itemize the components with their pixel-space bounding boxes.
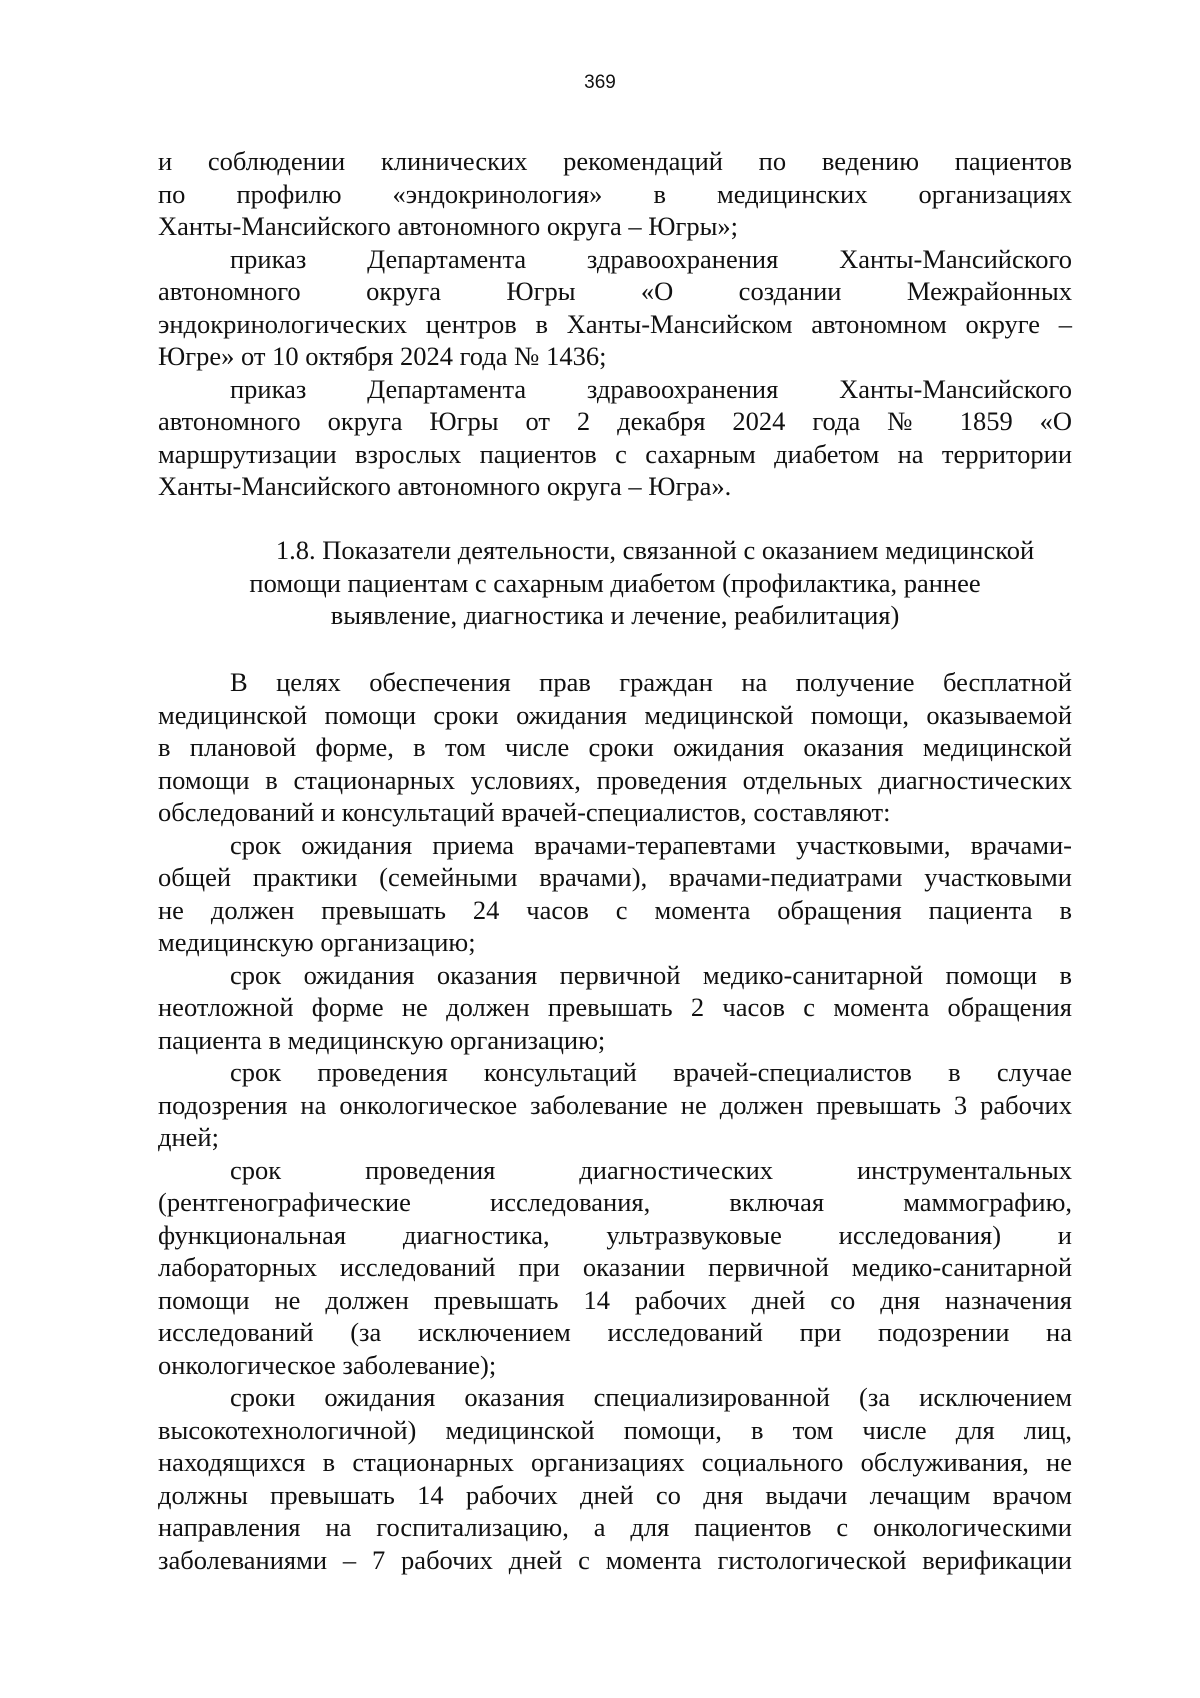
para-diagnostics-line: исследований (за исключением исследований при подозрении на [158,1317,1072,1347]
section-heading-line: помощи пациентам с сахарным диабетом (профилактика, раннее [249,567,981,598]
para-specialized-line: высокотехнологичной) медицинской помощи, в том числе для лиц, [158,1414,1072,1445]
para-therapists-line: срок ожидания приема врачами-терапевтами участковыми, врачами- [230,829,1072,860]
order-1-line: приказ Департамента здравоохранения Ханты-Мансийского [230,243,1072,274]
order-1-line: эндокринологических центров в Ханты-Мансийском автономном округе – [158,308,1072,339]
para-oncology-consult-line: подозрения на онкологическое заболевание не должен превышать 3 рабочих [158,1089,1072,1120]
para-urgent-line: срок ожидания оказания первичной медико-санитарной помощи в [230,959,1072,990]
para-intro-line: помощи в стационарных условиях, проведения отдельных диагностических [158,764,1072,795]
section-heading-line: выявление, диагностика и лечение, реабилитация) [330,600,900,630]
para-diagnostics-line: помощи не должен превышать 14 рабочих дней со дня назначения [158,1284,1072,1315]
section-heading-line: 1.8. Показатели деятельности, связанной с оказанием медицинской [275,535,1035,565]
page-number: 369 [584,72,616,93]
para-diagnostics-line: срок проведения диагностических инструментальных [230,1154,1072,1185]
legal-references [158,145,1072,503]
para-therapists-line: не должен превышать 24 часов с момента обращения пациента в [158,894,1072,925]
para-diagnostics-line: онкологическое заболевание); [158,1349,497,1380]
intro-line: и соблюдении клинических рекомендаций по ведению пациентов [158,146,1072,176]
intro-line: по профилю «эндокринология» в медицинских организациях [158,178,1072,209]
order-1-line: автономного округа Югры «О создании Межрайонных [158,276,1072,306]
para-therapists-line: медицинскую организацию; [158,927,476,957]
order-2-line: маршрутизации взрослых пациентов с сахарным диабетом на территории [158,438,1072,469]
para-urgent-line: пациента в медицинскую организацию; [158,1024,606,1055]
para-diagnostics-line: лабораторных исследований при оказании первичной медико-санитарной [158,1252,1072,1282]
order-2-line: Ханты-Мансийского автономного округа – Югра». [158,471,732,501]
para-intro-line: медицинской помощи сроки ожидания медицинской помощи, оказываемой [158,699,1072,730]
para-specialized-line: сроки ожидания оказания специализированной (за исключением [230,1382,1072,1412]
order-2-line: приказ Департамента здравоохранения Ханты-Мансийского [230,373,1072,404]
para-intro-line: в плановой форме, в том числе сроки ожидания оказания медицинской [158,732,1072,762]
para-intro-line: обследований и консультаций врачей-специалистов, составляют: [158,797,891,827]
section-body [158,666,1072,1576]
para-diagnostics-line: (рентгенографические исследования, включая маммографию, [158,1187,1072,1217]
para-therapists-line: общей практики (семейными врачами), врачами-педиатрами участковыми [158,862,1072,892]
para-oncology-consult-line: срок проведения консультаций врачей-специалистов в случае [230,1057,1072,1087]
section-heading [158,534,1072,632]
para-urgent-line: неотложной форме не должен превышать 2 часов с момента обращения [158,992,1072,1022]
order-2-line: автономного округа Югры от 2 декабря 2024 года № 1859 «О [158,406,1072,436]
order-1-line: Югре» от 10 октября 2024 года № 1436; [158,341,607,371]
para-specialized-line: направления на госпитализацию, а для пациентов с онкологическими [158,1512,1072,1542]
para-intro-line: В целях обеспечения прав граждан на получение бесплатной [230,667,1072,697]
para-oncology-consult-line: дней; [158,1122,219,1152]
para-diagnostics-line: функциональная диагностика, ультразвуковые исследования) и [158,1219,1072,1250]
para-specialized-line: находящихся в стационарных организациях социального обслуживания, не [158,1447,1072,1477]
intro-line: Ханты-Мансийского автономного округа – Югры»; [158,211,739,241]
para-specialized-line: заболеваниями – 7 рабочих дней с момента гистологической верификации [158,1544,1072,1575]
para-specialized-line: должны превышать 14 рабочих дней со дня выдачи лечащим врачом [158,1479,1072,1510]
